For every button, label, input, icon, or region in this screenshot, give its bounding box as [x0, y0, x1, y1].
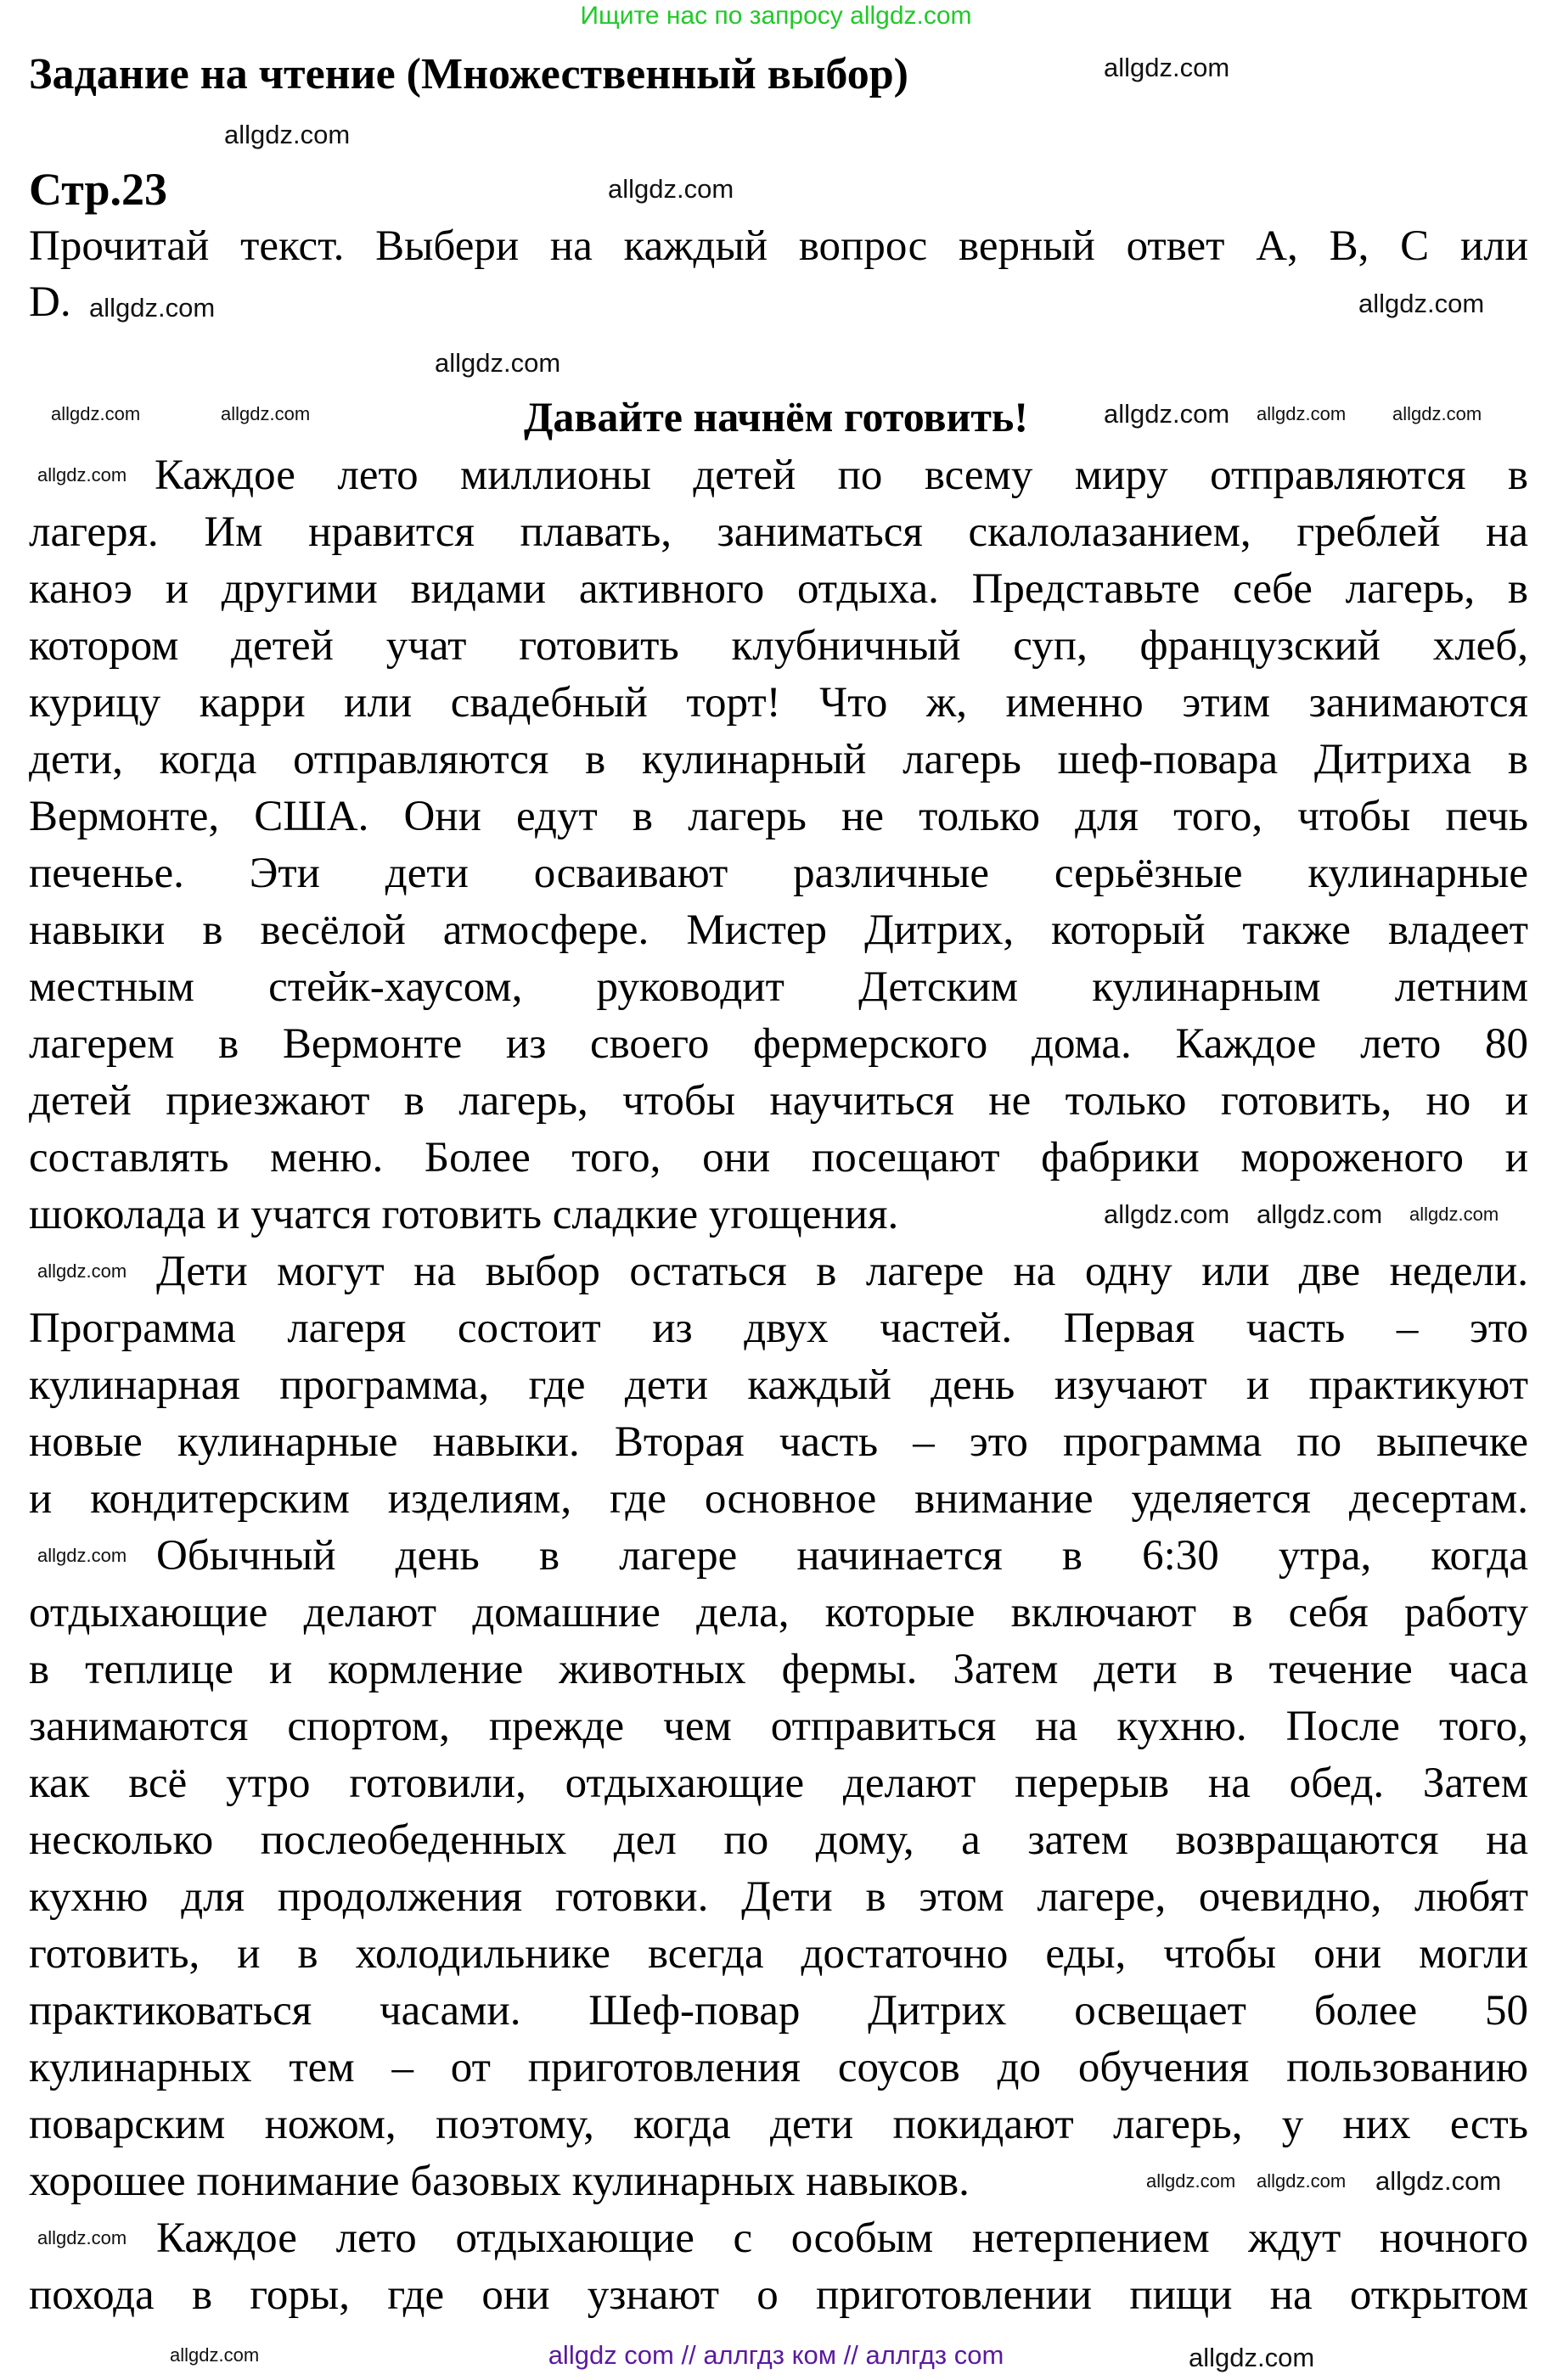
watermark-text: allgdz.com — [608, 174, 734, 204]
body-text-line: в теплице и кормление животных фермы. Затем дети в течение часа — [29, 1645, 1528, 1693]
body-text-line: отдыхающие делают домашние дела, которые включают в себя работу — [29, 1588, 1528, 1636]
watermark-text: allgdz.com — [37, 1545, 127, 1566]
body-text-line: похода в горы, где они узнают о приготовлении пищи на открытом — [29, 2271, 1528, 2319]
watermark-text: allgdz.com — [51, 403, 141, 424]
body-text-line: практиковаться часами. Шеф-повар Дитрих освещает более 50 — [29, 1986, 1528, 2035]
search-hint-banner: Ищите нас по запросу allgdz.com — [580, 2, 972, 30]
body-text-line: лагеря. Им нравится плавать, заниматься скалолазанием, греблей на — [29, 508, 1528, 557]
watermark-text: allgdz.com — [1146, 2170, 1236, 2192]
watermark-text: allgdz.com — [1104, 53, 1230, 82]
body-text-line: навыки в весёлой атмосфере. Мистер Дитрих, который также владеет — [29, 907, 1528, 955]
watermark-text: allgdz.com — [1257, 1199, 1383, 1229]
watermark-text: allgdz.com — [1189, 2343, 1315, 2372]
body-text-line: каноэ и другими видами активного отдыха. Представьте себе лагерь, в — [29, 565, 1528, 614]
body-text-line: как всё утро готовили, отдыхающие делают перерыв на обед. Затем — [29, 1759, 1528, 1807]
body-text-line: детей приезжают в лагерь, чтобы научиться не только готовить, но и — [29, 1077, 1528, 1125]
watermark-text: allgdz.com — [1104, 399, 1230, 429]
watermark-text: allgdz.com — [224, 120, 351, 149]
watermark-text: allgdz.com — [1104, 1199, 1230, 1229]
instruction-line: Прочитай текст. Выбери на каждый вопрос верный ответ A, B, C или — [29, 222, 1528, 270]
watermark-text: allgdz.com — [89, 293, 216, 323]
watermark-text: allgdz.com — [1257, 403, 1347, 424]
body-text-line: дети, когда отправляются в кулинарный лагерь шеф-повара Дитриха в — [29, 736, 1528, 784]
body-text-line: Дети могут на выбор остаться в лагере на одну или две недели. — [156, 1248, 1528, 1296]
watermark-text: allgdz.com — [1392, 403, 1482, 424]
body-text-line: кулинарная программа, где дети каждый день изучают и практикуют — [29, 1361, 1528, 1410]
body-text-line: Каждое лето отдыхающие с особым нетерпением ждут ночного — [156, 2214, 1528, 2262]
watermark-text: allgdz.com — [1257, 2170, 1347, 2192]
body-text-line: кулинарных тем – от приготовления соусов до обучения пользованию — [29, 2043, 1528, 2091]
watermark-text: allgdz.com — [170, 2344, 260, 2366]
body-text-line: поварским ножом, поэтому, когда дети покидают лагерь, у них есть — [29, 2100, 1528, 2148]
body-text-line: котором детей учат готовить клубничный суп, французский хлеб, — [29, 622, 1528, 671]
body-text-line: шоколада и учатся готовить сладкие угощения. — [29, 1191, 899, 1239]
watermark-text: allgdz.com — [435, 348, 561, 378]
watermark-text: allgdz.com — [37, 464, 127, 486]
instruction-line: D. — [29, 278, 71, 326]
body-text-line: Вермонте, США. Они едут в лагерь не только для того, чтобы печь — [29, 793, 1528, 841]
body-text-line: Обычный день в лагере начинается в 6:30 утра, когда — [156, 1531, 1528, 1580]
watermark-text: allgdz.com — [221, 403, 311, 424]
body-text-line: курицу карри или свадебный торт! Что ж, именно этим занимаются — [29, 679, 1528, 727]
body-text-line: печенье. Эти дети осваивают различные серьёзные кулинарные — [29, 850, 1528, 898]
text-heading: Давайте начнём готовить! — [524, 393, 1028, 441]
body-text-line: новые кулинарные навыки. Вторая часть – это программа по выпечке — [29, 1418, 1528, 1467]
watermark-text: allgdz.com — [37, 1260, 127, 1282]
body-text-line: местным стейк-хаусом, руководит Детским кулинарным летним — [29, 963, 1528, 1012]
body-text-line: Каждое лето миллионы детей по всему миру отправляются в — [155, 452, 1528, 500]
watermark-text: allgdz.com — [1409, 1204, 1499, 1225]
body-text-line: лагерем в Вермонте из своего фермерского дома. Каждое лето 80 — [29, 1020, 1528, 1069]
watermark-text: allgdz.com — [1375, 2166, 1502, 2196]
body-text-line: кухню для продолжения готовки. Дети в этом лагере, очевидно, любят — [29, 1872, 1528, 1921]
body-text-line: несколько послеобеденных дел по дому, а затем возвращаются на — [29, 1816, 1528, 1864]
body-text-line: и кондитерским изделиям, где основное внимание уделяется десертам. — [29, 1475, 1528, 1523]
watermark-text: allgdz.com — [37, 2227, 127, 2248]
page-number: Стр.23 — [29, 164, 168, 215]
body-text-line: Программа лагеря состоит из двух частей. Первая часть – это — [29, 1305, 1528, 1353]
footer-watermark: allgdz com // аллгдз ком // аллгдз com — [548, 2340, 1004, 2370]
page-title: Задание на чтение (Множественный выбор) — [29, 50, 908, 98]
body-text-line: занимаются спортом, прежде чем отправиться на кухню. После того, — [29, 1702, 1528, 1750]
body-text-line: составлять меню. Более того, они посещают фабрики мороженого и — [29, 1134, 1528, 1182]
watermark-text: allgdz.com — [1358, 289, 1485, 318]
body-text-line: хорошее понимание базовых кулинарных навыков. — [29, 2157, 970, 2205]
body-text-line: готовить, и в холодильнике всегда достаточно еды, чтобы они могли — [29, 1929, 1528, 1978]
